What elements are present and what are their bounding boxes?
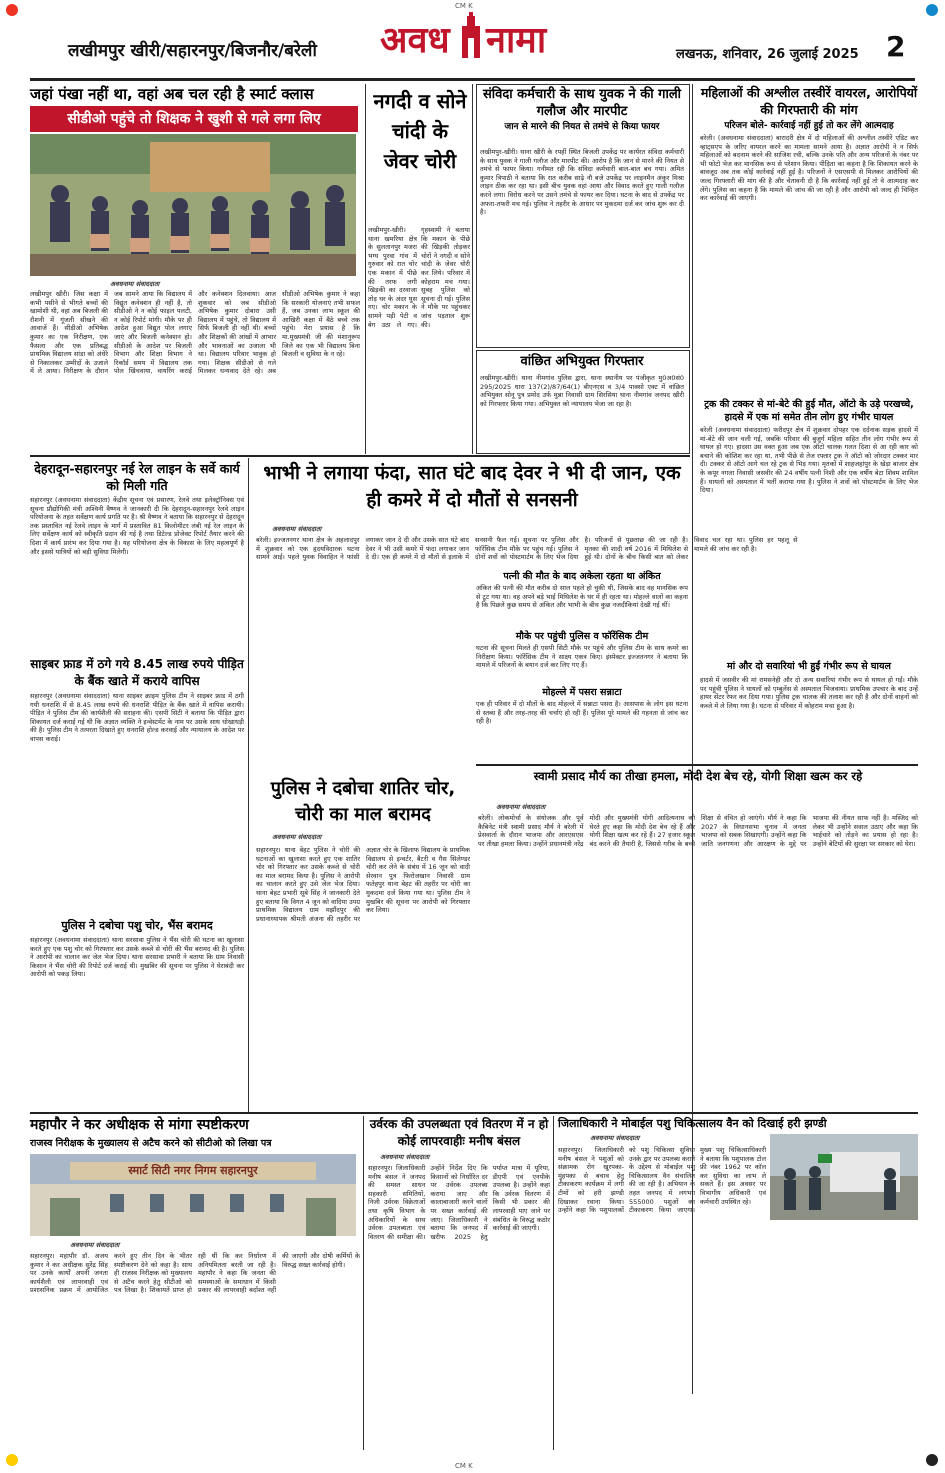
headline-fertilizer: उर्वरक की उपलब्धता एवं वितरण में न हो कोई लापरवाहीः मनीष बंसल <box>369 1117 549 1148</box>
headline-injured: मां और दो सवारियां भी हुईं गंभीर रूप से घायल <box>727 661 891 672</box>
column-rule <box>248 458 249 1113</box>
photo-flag-off <box>770 1134 918 1220</box>
byline: अवधनामा संवाददाता <box>110 280 160 288</box>
article-body: लखीमपुर-खीरी। थाना खमरिया क्षेत्र के सुलतानपुर मजरा भग्घ पुरवा गांव में गुरुवार को रात चोर एक मकान में पीछे की तरफ लगी खिड़की का दरवाजा तोड़ घर के अंदर घुस गए। चोर मकान के सामने पड़ी पेटी व बेग उठा ले गए। गृहस्वामी ने बताया कि मकान के पीछे की खिड़की तोड़कर चोरों ने नगदी व सोने चांदी के जेवर चोरी कर लिये। परिवार में कोहराम मच गया। सुबह पुलिस को सूचना दी गई। पुलिस ने मौके पर पहुंचकर जांच पड़ताल शुरू की। <box>368 226 470 329</box>
headline-truck-accident: ट्रक की टक्कर से मां-बेटे की हुई मौत, ऑटो के उड़े परखच्चे, हादसे में एक मां समेत तीन लोग हुए गंभीर घायल <box>704 399 914 423</box>
photo-school-children <box>30 134 356 276</box>
headline-forensic: मौके पर पहुंची पुलिस व फॉरेंसिक टीम <box>515 631 649 642</box>
article-body: बरेली। लोकमोर्चा के संयोजक और पूर्व कैबिनेट मंत्री स्वामी प्रसाद मौर्य ने बरेली में प्रेसवार्ता के दौरान भाजपा और आरएसएस पर तीखा हमला किया। उन्होंने प्रधानमंत्री नरेंद्र मोदी और मुख्यमंत्री योगी आदित्यनाथ को घेरते हुए कहा कि मोदी देश बेच रहे हैं और योगी शिक्षा खत्म कर रहे हैं। 27 हजार स्कूल बंद करने की तैयारी है, जिससे गरीब के बच्चे शिक्षा से वंचित हो जाएंगे। मौर्य ने कहा कि 2027 के विधानसभा चुनाव में जनता भाजपा को सबक सिखाएगी। उन्होंने कहा कि जाति जनगणना और आरक्षण के मुद्दे पर भाजपा की नीयत साफ नहीं है। मस्जिद को लेकर भी उन्होंने सवाल उठाए और कहा कि भाईचारे को तोड़ने का प्रयास हो रहा है। उन्होंने बेटियों की सुरक्षा पर सरकार को घेरा। <box>478 814 918 848</box>
headline-arrest: वांछित अभियुक्त गिरफ्तार <box>520 354 644 369</box>
headline-lonely: पत्नी की मौत के बाद अकेला रहता था अंकित <box>503 571 661 582</box>
headline-rail-line: देहरादून-सहारनपुर नई रेल लाइन के सर्वे कार्य को मिली गति <box>34 461 240 493</box>
article-body: सहारनपुर। जिलाधिकारी मनीष बंसल ने जनपद की समस्त साधन सहकारी समितियों, निजी उर्वरक विक्रेताओं तथा कृषि विभाग के अधिकारियों के साथ उर्वरक उपलब्धता एवं वितरण की समीक्षा की। उन्होंने निर्देश दिए कि किसानों को निर्धारित दर पर उर्वरक उपलब्ध कराया जाए और कालाबाजारी करने वालों पर सख्त कार्रवाई की जाए। जिलाधिकारी ने बताया कि जनपद में खरीफ 2025 हेतु पर्याप्त मात्रा में यूरिया, डीएपी एवं एनपीके उपलब्ध है। उन्होंने कहा कि उर्वरक वितरण में किसी भी प्रकार की लापरवाही पाए जाने पर संबंधित के विरुद्ध कठोर कार्रवाई की जाएगी। <box>368 1164 550 1241</box>
headline-contract-worker: संविदा कर्मचारी के साथ युवक ने की गाली गलौज और मारपीट <box>482 87 682 119</box>
byline: अवधनामा संवाददाता <box>272 525 322 533</box>
column-rule <box>365 84 366 454</box>
column-rule <box>363 1116 364 1450</box>
masthead <box>0 0 945 80</box>
color-bar-top: CM K <box>455 2 473 10</box>
article-body: लखीमपुर खीरी। जिस कक्षा में कभी पसीने से भीगते बच्चों की खामोशी थी, वहां अब बिजली की रौशनी में गूंजती सीखने की आवाजें हैं। सीडीओ अभिषेक कुमार का एक निरीक्षण, एक फैसला और एक प्रतिबद्ध प्राथमिक विद्यालय सांडा को अंधेरे से निकालकर उम्मीदों के उजाले में ले आया। निरीक्षण के दौरान जब सामने आया कि विद्यालय में विद्युत कनेक्शन ही नहीं है, तो सीडीओ ने न कोई फाइल पलटी, न कोई रिपोर्ट मांगी। मौके पर ही आदेश हुआ विद्युत पोल लगाए जाएं और बिजली कनेक्शन हो। सीडीओ के आदेश पर बिजली विभाग और शिक्षा विभाग ने रिकॉर्ड समय में विद्यालय तक पोल खिंचवाया, वायरिंग कराई और कनेक्शन दिलवाया। आज शुकवार को जब सीडीओ अभिषेक कुमार दोबारा उसी विद्यालय में पहुंचे, तो विद्यालय में सिर्फ बिजली ही नहीं थी। बच्चों और शिक्षकों की आंखों में आभार और भावनाओं का उजाला भी था। विद्यालय परिवार भावुक हो गया। शिक्षक सीडीओ से गले मिलकर धन्यवाद देते रहे। अब सीडीओ अभिषेक कुमार ने कहा कि सरकारी योजनाएं तभी सफल हैं, जब उनका लाभ स्कूल की आखिरी कक्षा में बैठे बच्चे तक पहुंचे। मेरा प्रयास है कि मा.मुख्यमंत्री जी की मंशानुरूप जिले का एक भी विद्यालय बिना बिजली व सुविधा के न रहे। <box>30 290 360 376</box>
color-bar-bottom: CM K <box>455 1462 473 1470</box>
article-body: लखीमपुर-खीरी। थाना खीरी के रपहीं स्थित बिजली उपकेंद्र पर कार्यरत संविदा कर्मचारी के साथ युवक ने गाली गलौज और मारपीट की। आरोप है कि जान से मारने की नियत से तमंचे से फायर किया। गनीमत रही कि संविदा कर्मचारी बाल-बाल बच गया। अमित कुमार त्रिपाठी ने बताया कि रात करीब साढ़े नौ बजे उपकेंद्र पर लाइनमैन अंकुर मिश्रा लाइन ठीक कर रहा था। इसी बीच युवक वहां आया और विवाद करते हुए गाली गलौज करने लगा। विरोध करने पर उसने तमंचे से फायर कर दिया। घटना के बाद से उपकेंद्र पर अफरा-तफरी मच गई। पुलिस ने तहरीर के आधार पर मुकदमा दर्ज कर जांच शुरू कर दी है। <box>480 148 684 217</box>
byline: अवधनामा संवाददाता <box>496 803 546 811</box>
article-body <box>772 1224 918 1448</box>
headline-cattle-thief: पुलिस ने दबोचा पशु चोर, भैंस बरामद <box>61 919 213 932</box>
headline-theft: नगदी व सोने चांदी के जेवर चोरी <box>373 89 467 173</box>
headline-police-thief: पुलिस ने दबोचा शातिर चोर, चोरी का माल बरामद <box>270 778 456 825</box>
byline: अवधनामा संवाददाता <box>70 1241 120 1249</box>
article-body: सहारनपुर (अवधनामा संवाददाता) थाना सरसावा पुलिस ने भैंस चोरी की घटना का खुलासा करते हुए एक पशु चोर को गिरफ्तार कर उसके कब्जे से चोरी की भैंस बरामद की है। पुलिस ने आरोपी का चालान कर जेल भेज दिया। थाना सरसावा प्रभारी ने बताया कि ग्राम निवासी किसान ने भैंस चोरी की रिपोर्ट दर्ज कराई थी। मुखबिर की सूचना पर पुलिस ने घेराबंदी कर आरोपी को पकड़ लिया। <box>30 936 244 979</box>
article-body: एक ही परिवार में दो मौतों के बाद मोहल्ले में सन्नाटा पसरा है। आसपास के लोग इस घटना से स्तब्ध हैं और तरह-तरह की चर्चाएं हो रही हैं। पुलिस पूरे मामले की गहनता से जांच कर रही है। <box>476 700 688 726</box>
headline-double-death: भाभी ने लगाया फंदा, सात घंटे बाद देवर ने भी दी जान, एक ही कमरे में दो मौतों से सनसनी <box>263 462 681 511</box>
headline-cyber-fraud: साइबर फ्राड में ठगे गये 8.45 लाख रुपये पीड़ित के बैंक खाते में कराये वापिस <box>30 657 244 688</box>
logo-text-left: अवध <box>380 20 450 61</box>
article-body: सहारनपुर (अवधनामा संवाददाता) थाना साइबर क्राइम पुलिस टीम ने साइबर फ्राड में ठगी गयी धनराशि में से 8.45 लाख रुपये की धनराशि पीड़ित के बैंक खाते में वापिस करायी। पीड़ित ने पुलिस टीम की कार्यशैली की सराहना की। एसपी सिटी ने बताया कि पीड़ित द्वारा शिकायत दर्ज कराई गई थी कि अज्ञात व्यक्ति ने इन्वेस्टमेंट के नाम पर उसके साथ धोखाधड़ी की है। पुलिस टीम ने तत्परता दिखाते हुए धनराशि होल्ड करवाई और न्यायालय के आदेश पर वापस कराई। <box>30 692 244 743</box>
tower-emblem-icon <box>458 12 484 58</box>
edition-label: लखीमपुर खीरी/सहारनपुर/बिजनौर/बरेली <box>68 41 317 61</box>
banner-cdo-visit: सीडीओ पहुंचे तो शिक्षक ने खुशी से गले लगा लिए <box>30 106 358 132</box>
article-body: बरेली। (अवधनामा संवाददाता) बारादरी क्षेत्र में दो महिलाओं की अश्लील तस्वीरें एडिट कर व्हाट्सएप के जरिए वायरल करने का मामला सामने आया है। अज्ञात आरोपी ने न सिर्फ महिलाओं को बदनाम करने की साजिश रची, बल्कि उनके पति और अन्य परिजनों के नंबर पर भी फोटो भेज कर मानसिक रूप से परेशान किया। पीड़िता का कहना है कि शिकायत करने के बावजूद अब तक कोई कार्रवाई नहीं हुई है। परिजनों ने एसएसपी से मिलकर आरोपियों की जल्द गिरफ्तारी की मांग की है और चेतावनी दी है कि कार्रवाई नहीं हुई तो वे आत्मदाह कर लेंगे। पुलिस का कहना है कि मामले की जांच की जा रही है और आरोपी को जल्द ही चिन्हित कर कार्रवाई की जाएगी। <box>700 134 918 203</box>
subhead: राजस्व निरीक्षक के मुख्यालय से अटैच करने को सीटीओ को लिखा पत्र <box>30 1138 272 1149</box>
byline: अवधनामा संवाददाता <box>380 1153 430 1161</box>
subhead: जान से मारने की नियत से तमंचे से किया फायर <box>504 122 660 132</box>
headline-smart-class: जहां पंखा नहीं था, वहां अब चल रही है स्मार्ट क्लास <box>30 85 314 103</box>
signboard-text: स्मार्ट सिटी नगर निगम सहारनपुर <box>128 1164 258 1177</box>
masthead-rule <box>30 78 915 81</box>
section-rule <box>476 764 918 766</box>
page-number: 2 <box>886 30 906 63</box>
newspaper-logo <box>372 10 577 62</box>
article-body: सहारनपुर (अवधनामा संवाददाता) केंद्रीय सूचना एवं प्रसारण, रेलवे तथा इलेक्ट्रॉनिक्स एवं सूचना प्रौद्योगिकी मंत्री अश्विनी वैष्णव ने जानकारी दी कि देहरादून-सहारनपुर रेलवे लाइन परियोजना के तहत सर्वेक्षण कार्य प्रगति पर है। श्री वैष्णव ने बताया कि सहारनपुर से देहरादून तक प्रस्तावित नई रेलवे लाइन के मार्ग में प्रस्तावित 81 किलोमीटर लंबी नई रेल लाइन के लिए सर्वेक्षण कार्य को स्वीकृति प्रदान की गई है तथा डिटेल्ड प्रोजेक्ट रिपोर्ट तैयार करने की दिशा में कार्य प्रारंभ कर दिया गया है। यह परियोजना क्षेत्र के विकास के लिए महत्वपूर्ण है और इससे यात्रियों को बड़ी सुविधा मिलेगी। <box>30 496 244 556</box>
section-rule <box>30 455 690 457</box>
registration-mark-icon <box>6 1454 18 1466</box>
headline-vet-van: जिलाधिकारी ने मोबाईल पशु चिकित्सालय वैन को दिखाई हरी झण्डी <box>558 1117 827 1130</box>
section-rule <box>30 1112 918 1114</box>
article-body: घटना की सूचना मिलते ही एसपी सिटी मौके पर पहुंचे और पुलिस टीम के साथ कमरे का निरीक्षण किया। फॉरेंसिक टीम ने साक्ष्य एकत्र किए। इंस्पेक्टर इज्जतनगर ने बताया कि मामले में परिजनों के बयान दर्ज कर लिए गए हैं। <box>476 644 688 670</box>
byline: अवधनामा संवाददाता <box>590 1134 640 1142</box>
article-body: लखीमपुर-खीरी। थाना नीमगांव पुलिस द्वारा, थाना स्थानीय पर पंजीकृत मु0अ0सं0 295/2025 धारा 137(2)/87/64(1) बीएनएस व 3/4 पाक्सो एक्ट में वांछित अभियुक्त सोनू पुत्र प्रमोद उर्फ मुन्ना निवासी ग्राम सिरसिया थाना नीमगांव जनपद खीरी को गिरफ्तार किया गया। अभियुक्त को न्यायालय भेजा जा रहा है। <box>480 374 684 408</box>
photo-municipal-office <box>30 1154 356 1236</box>
article-body: अंकित की पत्नी की मौत करीब दो साल पहले हो चुकी थी, जिसके बाद वह मानसिक रूप से टूट गया था। वह अपने बड़े भाई मिथिलेश के घर में ही रहता था। मोहल्ले वालों का कहना है कि पिछले कुछ समय से अंकित और भाभी के बीच कुछ नजदीकियां देखी गई थीं। <box>476 584 688 610</box>
headline-maurya-attack: स्वामी प्रसाद मौर्य का तीखा हमला, मोदी देश बेच रहे, योगी शिक्षा खत्म कर रहे <box>533 769 863 783</box>
article-body: बरेली। इज्जतनगर थाना क्षेत्र के अहलादपुर में शुक्रवार को एक हृदयविदारक घटना सामने आई। पहले युवक विवाहित ने फांसी लगाकर जान दे दी और उसके सात घंटे बाद देवर ने भी उसी कमरे में फंदा लगाकर जान दे दी। एक ही कमरे में दो मौतों से इलाके में सनसनी फैल गई। सूचना पर पुलिस और फॉरेंसिक टीम मौके पर पहुंच गई। पुलिस ने दोनों शवों को पोस्टमार्टम के लिए भेज दिया है। परिजनों से पूछताछ की जा रही है। मृतका की शादी वर्ष 2016 में मिथिलेश से हुई थी। दोनों के बीच किसी बात को लेकर विवाद चल रहा था। पुलिस हर पहलू से मामले की जांच कर रही है। <box>256 536 798 562</box>
headline-viral-photos: महिलाओं की अश्लील तस्वीरें वायरल, आरोपियों की गिरफ्तारी की मांग <box>700 85 918 117</box>
headline-silence: मोहल्ले में पसरा सन्नाटा <box>542 687 622 698</box>
byline: अवधनामा संवाददाता <box>272 833 322 841</box>
headline-mayor: महापौर ने कर अधीक्षक से मांगा स्पष्टीकरण <box>30 1117 249 1133</box>
dateline: लखनऊ, शनिवार, 26 जुलाई 2025 <box>676 47 859 62</box>
article-body: बरेली (अवधनामा संवाददाता) फरीदपुर क्षेत्र में शुक्रवार दोपहर एक दर्दनाक सड़क हादसे में मां-बेटे की जान चली गई, जबकि परिवार की बुजुर्ग महिला सहित तीन लोग गंभीर रूप से घायल हो गए। हादसा उस वक्त हुआ जब एक ऑटो चालक गलत दिशा से आ रही कार को बचाने की कोशिश कर रहा था, तभी पीछे से तेज रफ्तार ट्रक ने ऑटो को जोरदार टक्कर मार दी। टक्कर से ऑटो आगे चल रहे ट्रक से भिड़ गया। मृतकों में शाहजहांपुर के खेड़ा बाजार क्षेत्र के कपूर नगला निवासी जसवीर की 24 वर्षीय पत्नी निशी और एक वर्षीय बेटा शिवम शामिल हैं। घायलों को अस्पताल में भर्ती कराया गया है। पुलिस ने शवों को पोस्टमार्टम के लिए भेज दिया। <box>700 426 918 495</box>
registration-mark-icon <box>926 1454 938 1466</box>
article-body: सहारनपुर। जिलाधिकारी मनीष बंसल ने पशुओं को संक्रामक रोग खुरपका-मुंहपका से बचाव हेतु टीकाकरण कार्यक्रम में लगी टीमों को हरी झण्डी दिखाकर रवाना किया। उन्होंने कहा कि पशुपालकों को पशु चिकित्सा सुविधा उनके द्वार पर उपलब्ध कराने के उद्देश्य से मोबाईल पशु चिकित्सालय वैन संचालित की जा रही है। अभियान के तहत जनपद में लगभग 555000 पशुओं का टीकाकरण किया जाएगा। मुख्य पशु चिकित्साधिकारी ने बताया कि पशुपालक टोल फ्री नंबर 1962 पर कॉल कर सुविधा का लाभ ले सकते हैं। इस अवसर पर विभागीय अधिकारी एवं कर्मचारी उपस्थित रहे। <box>558 1146 766 1215</box>
logo-text-right: नामा <box>486 20 547 61</box>
column-rule <box>553 1116 554 1450</box>
article-body: सहारनपुर। महापौर डॉ. अजय कुमार ने कर अधीक्षक सुरेंद्र सिंह पर उनके कार्यों अपनी जनता कार्यशैली एवं लापरवाही एवं प्रशासनिक प्रक्रम में आयोजित करने हुए तीन दिन के भीतर स्पष्टीकरण देने को कहा है। साथ ही राजस्व निरीक्षक को मुख्यालय से अटैच करने हेतु सीटीओ को पत्र लिखा है। शिकायतें प्राप्त हो रही थीं कि कर निर्धारण में अनियमितता बरती जा रही है। महापौर ने कहा कि जनता की समस्याओं के समाधान में किसी प्रकार की लापरवाही बर्दाश्त नहीं की जाएगी और दोषी कर्मियों के विरुद्ध सख्त कार्रवाई होगी। <box>30 1252 360 1295</box>
article-body: हादसे में जसवीर की मां रामसनेही और दो अन्य सवारियां गंभीर रूप से घायल हो गईं। मौके पर पहुंची पुलिस ने घायलों को एम्बुलेंस से अस्पताल भिजवाया। प्राथमिक उपचार के बाद उन्हें हायर सेंटर रेफर कर दिया गया। पुलिस ट्रक चालक की तलाश कर रही है और दोनों वाहनों को कब्जे में ले लिया गया है। घटना से परिवार में कोहराम मचा हुआ है। <box>700 676 918 710</box>
article-body: सहारनपुर। थाना बेहट पुलिस ने चोरी की घटनाओं का खुलासा करते हुए एक शातिर चोर को गिरफ्तार कर उसके कब्जे से चोरी का माल बरामद किया है। पुलिस ने आरोपी का चालान करते हुए उसे जेल भेज दिया। थाना बेहट प्रभारी सूबे सिंह ने जानकारी देते हुए बताया कि विगत 4 जून को वादिया उपग्र प्राथमिक विद्यालय ग्राम मझौंदपुर की प्रधानाध्यापक श्रीमती अंजना की तहरीर पर अज्ञात चोर के खिलाफ विद्यालय के प्राथमिक विद्यालय से इन्वर्टर, बैटरी व गैस सिलेण्डर चोरी कर लेने के संबंध में 16 जून को वादी सेरवान पुत्र फिरोजखान निवासी ग्राम फतेहपुर थाना बेहट की तहरीर पर चोरी का मुकदमा दर्ज किया गया था। पुलिस टीम ने मुखबिर की सूचना पर आरोपी को गिरफ्तार कर लिया। <box>256 846 470 923</box>
column-rule <box>472 84 473 454</box>
subhead: परिजन बोले- कार्रवाई नहीं हुई तो कर लेंगे आत्मदाह <box>724 121 894 131</box>
